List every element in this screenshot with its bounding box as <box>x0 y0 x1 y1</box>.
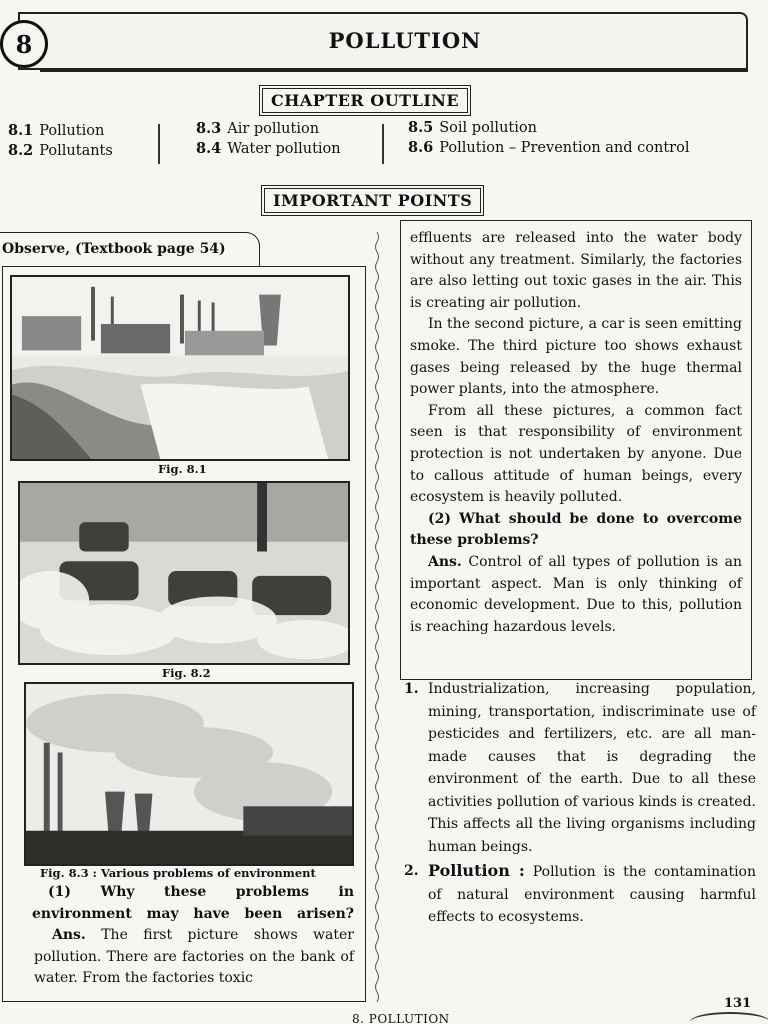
corner-decoration <box>690 1012 768 1024</box>
outline-column-2 <box>196 119 341 159</box>
figure-caption: Fig. 8.2 <box>162 666 211 680</box>
chapter-outline-heading: CHAPTER OUTLINE <box>262 88 468 113</box>
paragraph: effluents are released into the water body without any treatment. Similarly, the factories are also letting out toxic gases in the air. This is creating air pollution. <box>410 230 742 311</box>
figure-water-pollution <box>10 275 350 461</box>
outline-divider <box>158 124 160 164</box>
point-number: 1. <box>404 681 419 697</box>
page-number: 131 <box>724 996 752 1011</box>
outline-divider <box>382 124 384 164</box>
point-text: Industrialization, increasing population, mining, transportation, indiscriminate use of pesticides and fertilizers, etc. are all man-made causes that is degrading the environment of the earth. Due to all these activities pollution of various kinds is created. This affects all the living organisms including human beings. <box>428 681 756 855</box>
observe-tab: Observe, (Textbook page 54) <box>0 232 260 266</box>
point-term: Pollution : <box>428 861 525 880</box>
figure-power-plant-emissions <box>24 682 354 866</box>
point-number: 2. <box>404 863 419 879</box>
column-divider <box>374 232 380 1002</box>
outline-column-1 <box>8 121 113 161</box>
answer-2: Ans. Control of all types of pollution is an important aspect. Man is only thinking of economic development. Due to this, pollution is reaching hazardous levels. <box>410 553 743 635</box>
outline-item: 8.3 Air pollution <box>196 120 320 137</box>
outline-item: 8.6 Pollution – Prevention and control <box>408 139 690 156</box>
important-points-heading: IMPORTANT POINTS <box>264 188 481 213</box>
point-text: Pollution : Pollution is the contamination of natural environment causing harmful effects to ecosystems. <box>428 861 757 925</box>
answer-continuation-text <box>410 228 742 638</box>
outline-item: 8.4 Water pollution <box>196 140 341 157</box>
paragraph: In the second picture, a car is seen emitting smoke. The third picture too shows exhaust gases being released by the huge thermal power plants, into the atmosphere. <box>410 316 742 398</box>
chapter-number-badge: 8 <box>0 20 48 68</box>
figure-caption: Fig. 8.3 : Various problems of environment <box>40 866 316 880</box>
paragraph: From all these pictures, a common fact seen is that responsibility of environment protection is not undertaken by anyone. Due to callous attitude of human beings, every ecosystem is heavily polluted. <box>410 402 742 506</box>
question-2: (2) What should be done to overcome these problems? <box>410 510 742 549</box>
running-footer: 8. POLLUTION <box>352 1012 450 1024</box>
important-point-2 <box>404 860 756 929</box>
header-underline <box>40 68 748 72</box>
outline-item: 8.5 Soil pollution <box>408 119 537 136</box>
figure-vehicle-smoke <box>18 481 350 665</box>
answer-1: Ans. The first picture shows water pollution. There are factories on the bank of water. From the factories toxic <box>34 927 354 986</box>
left-column-text <box>34 882 354 990</box>
question-1: (1) Why these problems in environment may have been arisen? <box>32 884 354 922</box>
outline-column-3 <box>408 118 689 158</box>
outline-item: 8.1 Pollution <box>8 122 105 139</box>
chapter-title: POLLUTION <box>328 28 482 53</box>
figure-caption: Fig. 8.1 <box>158 462 207 476</box>
outline-item: 8.2 Pollutants <box>8 142 113 159</box>
important-point-1 <box>404 678 756 858</box>
